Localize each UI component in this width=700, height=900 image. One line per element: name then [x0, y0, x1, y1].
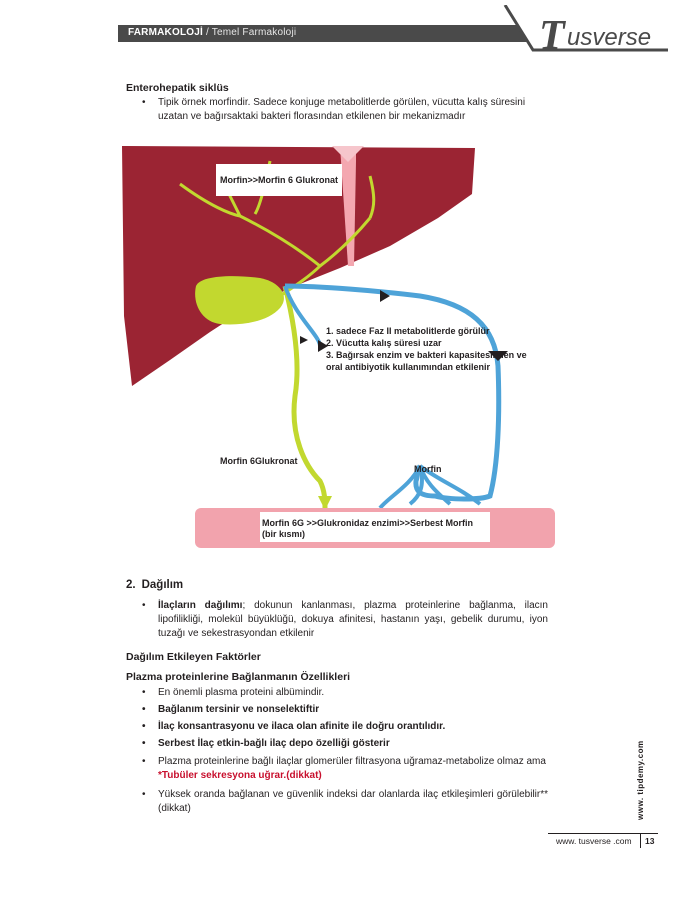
plazma-item-text: Yüksek oranda bağlanan ve güvenlik indeksi dar olanlarda ilaç etkileşimleri görülebilir**(dikkat) [158, 789, 548, 814]
gall-bladder [195, 276, 284, 324]
blood-label: Morfin [414, 464, 442, 474]
entero-bullet-text: Tipik örnek morfindir. Sadece konjuge metabolitlerde görülen, vücutta kalış süresini uzatan ve bağırsaktaki bakteri florasından etkilenen bir mekanizmadır [158, 97, 526, 122]
bullet-dot: • [142, 600, 146, 611]
plazma-item-2 [142, 703, 548, 717]
footer-separator [640, 834, 641, 848]
tusverse-logo [503, 5, 673, 65]
header-subject: FARMAKOLOJİ [128, 27, 203, 38]
footer-rule [548, 833, 658, 834]
bullet-dot: • [142, 687, 146, 698]
bile-label: Morfin 6Glukronat [220, 456, 298, 466]
section-2-bullet [142, 599, 548, 641]
section-2-bullet-text: ; dokunun kanlanması, plazma proteinlerine bağlanma, ilacın lipofilikliği, molekül büyüklüğü, dokuya afinitesi, hastanın yaşı, gebelik durumu, iyon tuzağı ve sekestrasyondan etkilenir [158, 600, 548, 639]
plazma-item-text: İlaç konsantrasyonu ve ilaca olan afinite ile doğru orantılıdır. [158, 721, 446, 732]
liver-label: Morfin>>Morfin 6 Glukronat [220, 175, 339, 185]
section-2-number: 2. [126, 579, 136, 591]
bullet-dot: • [142, 721, 146, 732]
section-2-bullet-bold: İlaçların dağılımı [158, 600, 243, 611]
plazma-item-text: Bağlanım tersinir ve nonselektiftir [158, 704, 320, 715]
plazma-item-6 [142, 788, 548, 816]
note-1: 1. sadece Faz II metabolitlerde görülür [326, 326, 490, 336]
section-2-title: Dağılım [141, 579, 184, 591]
logo-letter: T [539, 13, 565, 59]
section-2-heading [126, 579, 183, 591]
plazma-item-3 [142, 720, 548, 734]
plazma-item-text: Serbest İlaç etkin-bağlı ilaç depo özelliği gösterir [158, 738, 390, 749]
bullet-dot: • [142, 738, 146, 749]
plazma-item-text: En önemli plasma proteini albümindir. [158, 687, 325, 698]
plazma-item-1 [142, 686, 548, 700]
logo-text: usverse [567, 24, 652, 51]
intestine-label-1: Morfin 6G >>Glukronidaz enzimi>>Serbest Morfin [262, 518, 474, 528]
plazma-item-4 [142, 737, 548, 751]
bullet-dot: • [142, 789, 146, 800]
header-separator: / [202, 27, 212, 38]
bile-arrow [318, 496, 332, 510]
note-4: oral antibiyotik kullanımından etkilenir [326, 362, 491, 372]
plazma-heading: Plazma proteinlerine Bağlanmanın Özellikleri [126, 671, 351, 683]
plazma-item-5 [142, 755, 548, 783]
bullet-dot: • [142, 704, 146, 715]
entero-bullet [142, 96, 553, 124]
dagilim-factors-heading: Dağılım Etkileyen Faktörler [126, 651, 261, 663]
page-number: 13 [645, 836, 655, 846]
blood-vessel [285, 286, 499, 499]
intestine-label-2: (bir kısmı) [262, 529, 306, 539]
plazma-item-text: Plazma proteinlerine bağlı ilaçlar glomerüler filtrasyona uğramaz-metabolize olmaz ama [158, 756, 546, 767]
header-breadcrumb [128, 27, 296, 38]
note-3: 3. Bağırsak enzim ve bakteri kapasitesinden ve [326, 350, 527, 360]
header-topic: Temel Farmakoloji [211, 27, 297, 38]
plazma-item-warning: *Tubüler sekresyona uğrar.(dikkat) [158, 770, 322, 781]
note-2: 2. Vücutta kalış süresi uzar [326, 338, 442, 348]
bullet-dot: • [142, 97, 146, 108]
enterohepatic-diagram [120, 136, 560, 554]
footer-url: www. tusverse .com [556, 836, 632, 846]
side-url: www. tipdemy.com [636, 740, 645, 820]
bullet-dot: • [142, 756, 146, 767]
bile-arrow-dot [300, 336, 308, 344]
entero-heading: Enterohepatik siklüs [126, 82, 229, 94]
